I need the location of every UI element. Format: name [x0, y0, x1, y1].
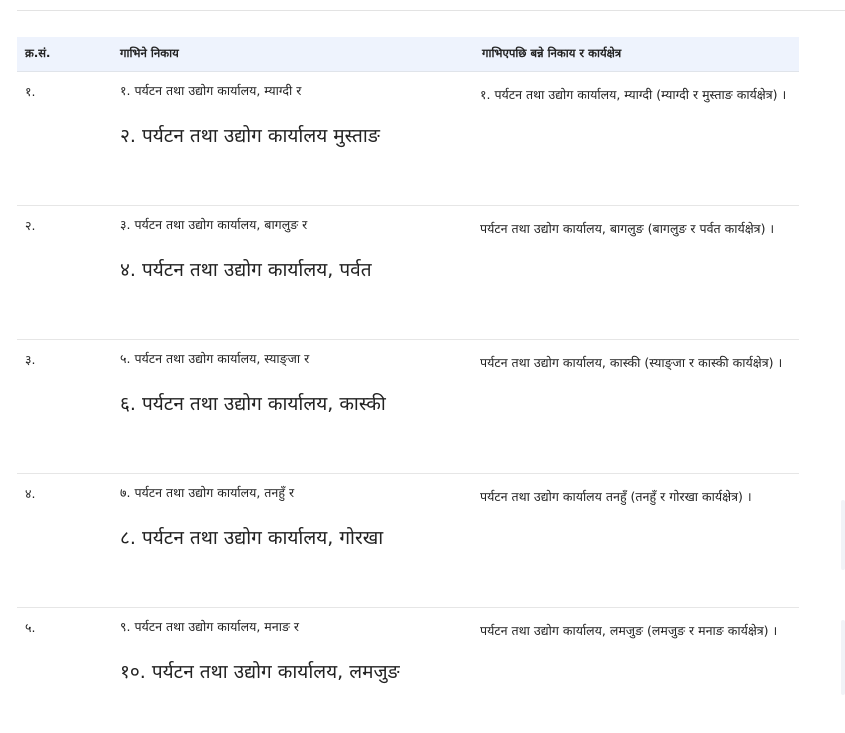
merged-body-second: १०. पर्यटन तथा उद्योग कार्यालय, लमजुङ — [120, 660, 400, 683]
row-serial: ४. — [25, 485, 36, 501]
office-merger-table — [17, 37, 799, 733]
header-resulting-body: गाभिएपछि बन्ने निकाय र कार्यक्षेत्र — [474, 37, 799, 71]
table-row — [17, 607, 799, 733]
row-resulting-body: पर्यटन तथा उद्योग कार्यालय तनहुँ (तनहुँ र गोरखा कार्यक्षेत्र) । — [480, 488, 752, 504]
table-row — [17, 71, 799, 205]
table-row — [17, 339, 799, 473]
scroll-indicator — [841, 500, 845, 570]
row-serial: २. — [25, 217, 36, 233]
header-merged-bodies: गाभिने निकाय — [112, 37, 474, 71]
top-divider — [17, 10, 845, 11]
row-resulting-body: पर्यटन तथा उद्योग कार्यालय, लमजुङ (लमजुङ र मनाङ कार्यक्षेत्र) । — [480, 622, 778, 638]
row-merged-bodies — [112, 339, 474, 473]
header-serial: क्र.सं. — [17, 37, 112, 71]
row-serial: ५. — [25, 619, 36, 635]
row-merged-bodies — [112, 607, 474, 733]
merged-body-first: ५. पर्यटन तथा उद्योग कार्यालय, स्याङ्जा र — [120, 350, 310, 366]
row-merged-bodies — [112, 71, 474, 205]
row-merged-bodies — [112, 473, 474, 607]
row-resulting-body: १. पर्यटन तथा उद्योग कार्यालय, म्याग्दी (म्याग्दी र मुस्ताङ कार्यक्षेत्र) । — [480, 86, 787, 102]
merged-body-second: ६. पर्यटन तथा उद्योग कार्यालय, कास्की — [120, 392, 386, 415]
merged-body-first: ७. पर्यटन तथा उद्योग कार्यालय, तनहुँ र — [120, 484, 295, 500]
row-serial: ३. — [25, 351, 36, 367]
merged-body-second: ८. पर्यटन तथा उद्योग कार्यालय, गोरखा — [120, 526, 384, 549]
row-resulting-body: पर्यटन तथा उद्योग कार्यालय, बागलुङ (बागलुङ र पर्वत कार्यक्षेत्र) । — [480, 220, 775, 236]
table-row — [17, 205, 799, 339]
scroll-indicator — [841, 620, 845, 695]
row-merged-bodies — [112, 205, 474, 339]
row-resulting-body: पर्यटन तथा उद्योग कार्यालय, कास्की (स्याङ्जा र कास्की कार्यक्षेत्र) । — [480, 354, 783, 370]
merged-body-second: ४. पर्यटन तथा उद्योग कार्यालय, पर्वत — [120, 258, 372, 281]
merged-body-first: ९. पर्यटन तथा उद्योग कार्यालय, मनाङ र — [120, 618, 300, 634]
table-header-row — [17, 37, 799, 71]
table-row — [17, 473, 799, 607]
row-serial: १. — [25, 83, 36, 99]
merged-body-second: २. पर्यटन तथा उद्योग कार्यालय मुस्ताङ — [120, 124, 380, 147]
merged-body-first: १. पर्यटन तथा उद्योग कार्यालय, म्याग्दी र — [120, 82, 302, 98]
merged-body-first: ३. पर्यटन तथा उद्योग कार्यालय, बागलुङ र — [120, 216, 308, 232]
